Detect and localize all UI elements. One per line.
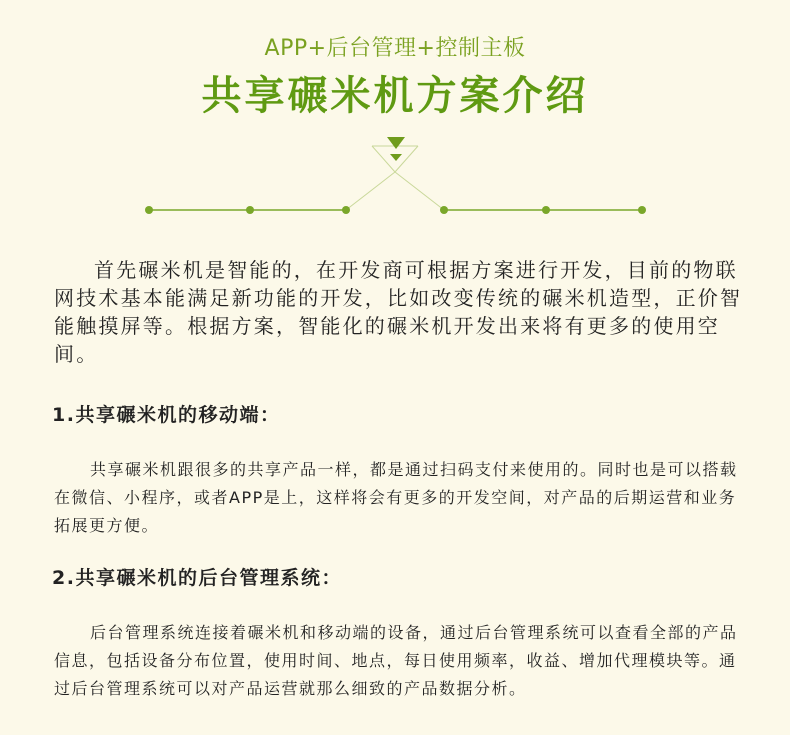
arrow-down-icon <box>387 137 405 149</box>
intro-paragraph: 首先碾米机是智能的，在开发商可根据方案进行开发，目前的物联网技术基本能满足新功能的开发，比如改变传统的碾米机造型，正价智能触摸屏等。根据方案，智能化的碾米机开发出来将有更多的使用空间。 <box>54 258 743 366</box>
divider-right-line <box>440 206 646 214</box>
arrow-down-small-icon <box>390 154 402 161</box>
section-body-mobile: 共享碾米机跟很多的共享产品一样，都是通过扫码支付来使用的。同时也是可以搭载在微信、小程序，或者APP是上，这样将会有更多的开发空间，对产品的后期运营和业务拓展更方便。 <box>54 460 738 535</box>
page-subtitle: APP+后台管理+控制主板 <box>264 36 526 61</box>
page-title: 共享碾米机方案介绍 <box>201 73 589 119</box>
divider-left-line <box>145 206 350 214</box>
section-body-backend: 后台管理系统连接着碾米机和移动端的设备，通过后台管理系统可以查看全部的产品信息，包括设备分布位置，使用时间、地点，每日使用频率，收益、增加代理模块等。通过后台管理系统可以对产品运营就那么细致的产品数据分析。 <box>54 623 738 698</box>
section-heading-backend: 2.共享碾米机的后台管理系统： <box>52 567 342 589</box>
title-divider-ornament <box>0 130 790 225</box>
section-heading-mobile: 1.共享碾米机的移动端： <box>52 404 281 426</box>
